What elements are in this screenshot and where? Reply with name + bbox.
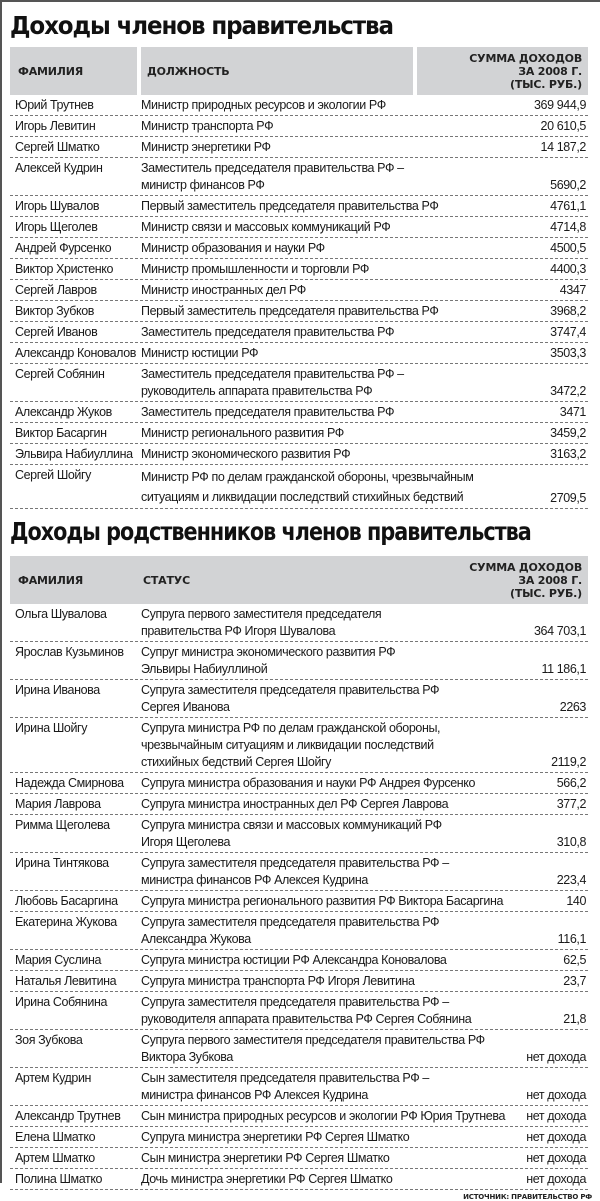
- table-row: [10, 815, 588, 853]
- row-status: [141, 817, 512, 851]
- row-text-line: министра финансов РФ Алексея Кудрина: [141, 873, 368, 887]
- row-text-line: Министр промышленности и торговли РФ: [141, 262, 369, 276]
- row-income: 4400,3: [550, 262, 586, 276]
- table-row: [10, 1127, 588, 1148]
- row-text-line: стихийных бедствий Сергея Шойгу: [141, 755, 332, 769]
- row-name: Сергей Иванов: [15, 325, 98, 339]
- row-income: 4500,5: [550, 241, 586, 255]
- row-income: нет дохода: [526, 1088, 586, 1102]
- row-name: Ирина Тинтякова: [15, 856, 109, 870]
- row-text-line: руководитель аппарата правительства РФ: [141, 384, 373, 398]
- table-row: [10, 794, 588, 815]
- row-name: Виктор Басаргин: [15, 426, 107, 440]
- row-income: 5690,2: [550, 178, 586, 192]
- table-row: [10, 402, 588, 423]
- table-row: [10, 992, 588, 1030]
- row-name: Мария Суслина: [15, 953, 101, 967]
- table-row: [10, 196, 588, 217]
- row-name: Андрей Фурсенко: [15, 241, 112, 255]
- row-income: 21,8: [563, 1012, 586, 1026]
- row-status: [141, 1108, 512, 1125]
- table-row: [10, 1068, 588, 1106]
- row-text-line: Супруга заместителя председателя правительства РФ: [141, 683, 440, 697]
- row-status: [141, 644, 512, 678]
- row-income: 14 187,2: [540, 140, 586, 154]
- table-row: [10, 444, 588, 465]
- table-row: [10, 604, 588, 642]
- table-row: [10, 238, 588, 259]
- column-header-income: [417, 47, 588, 95]
- row-status: [141, 1171, 512, 1188]
- row-text-line: Супруга министра энергетики РФ Сергея Шматко: [141, 1130, 410, 1144]
- row-text-line: Супруг министра экономического развития РФ: [141, 645, 396, 659]
- row-income: 4714,8: [550, 220, 586, 234]
- row-text-line: Министр энергетики РФ: [141, 140, 271, 154]
- row-status: [141, 1129, 512, 1146]
- row-text-line: ситуациям и ликвидации последствий стихийных бедствий: [141, 490, 464, 504]
- row-position: [141, 345, 512, 362]
- row-name: Сергей Собянин: [15, 367, 105, 381]
- income-header-line: ЗА 2008 Г.: [518, 64, 582, 78]
- section2-table-body: [10, 604, 588, 1190]
- row-text-line: Министр связи и массовых коммуникаций РФ: [141, 220, 391, 234]
- row-income: нет дохода: [526, 1109, 586, 1123]
- income-header-line: СУММА ДОХОДОВ: [469, 560, 582, 574]
- row-position: [141, 160, 512, 194]
- table-row: [10, 259, 588, 280]
- row-name: Надежда Смирнова: [15, 776, 124, 790]
- row-status: [141, 952, 512, 969]
- row-name: Сергей Шойгу: [15, 468, 92, 482]
- row-name: Алексей Кудрин: [15, 161, 103, 175]
- row-name: Александр Коновалов: [15, 346, 136, 360]
- table-row: [10, 465, 588, 509]
- row-income: 2709,5: [550, 491, 586, 505]
- table-row: [10, 280, 588, 301]
- row-income: 369 944,9: [533, 98, 586, 112]
- section2-title: Доходы родственников членов правительства: [10, 517, 531, 546]
- row-text-line: Министр экономического развития РФ: [141, 447, 351, 461]
- row-name: Наталья Левитина: [15, 974, 117, 988]
- section1-title: Доходы членов правительства: [10, 11, 393, 40]
- row-text-line: Министр природных ресурсов и экологии РФ: [141, 98, 386, 112]
- table-row: [10, 217, 588, 238]
- row-income: 3503,3: [550, 346, 586, 360]
- row-position: [141, 198, 512, 215]
- row-text-line: Заместитель председателя правительства РФ –: [141, 367, 404, 381]
- row-text-line: Заместитель председателя правительства РФ: [141, 405, 395, 419]
- row-text-line: Супруга заместителя председателя правительства РФ –: [141, 856, 449, 870]
- row-income: 3471: [559, 405, 586, 419]
- row-name: Виктор Зубков: [15, 304, 94, 318]
- row-text-line: Первый заместитель председателя правительства РФ: [141, 304, 439, 318]
- row-text-line: Заместитель председателя правительства РФ –: [141, 161, 404, 175]
- row-text-line: Министр РФ по делам гражданской обороны, чрезвычайным: [141, 470, 474, 484]
- section2-table-header: [10, 556, 588, 604]
- row-status: [141, 973, 512, 990]
- row-text-line: Заместитель председателя правительства РФ: [141, 325, 395, 339]
- row-income: 566,2: [556, 776, 586, 790]
- row-text-line: Дочь министра энергетики РФ Сергея Шматко: [141, 1172, 393, 1186]
- row-name: Ирина Собянина: [15, 995, 108, 1009]
- income-header-line: (ТЫС. РУБ.): [510, 586, 582, 600]
- row-text-line: Сын министра энергетики РФ Сергея Шматко: [141, 1151, 390, 1165]
- row-income: 3472,2: [550, 384, 586, 398]
- row-text-line: Игоря Щеголева: [141, 835, 231, 849]
- row-position: [141, 97, 512, 114]
- table-row: [10, 773, 588, 794]
- row-position: [141, 282, 512, 299]
- table-row: [10, 1148, 588, 1169]
- infographic: [10, 0, 592, 1201]
- row-name: Ольга Шувалова: [15, 607, 107, 621]
- table-row: [10, 423, 588, 444]
- row-income: 116,1: [557, 932, 586, 946]
- row-position: [141, 219, 512, 236]
- row-position: [141, 303, 512, 320]
- row-text-line: правительства РФ Игоря Шувалова: [141, 624, 336, 638]
- table-row: [10, 95, 588, 116]
- row-position: [141, 425, 512, 442]
- row-name: Юрий Трутнев: [15, 98, 94, 112]
- row-income: 2119,2: [551, 755, 586, 769]
- row-income: 3163,2: [550, 447, 586, 461]
- row-text-line: Супруга министра регионального развития РФ Виктора Басаргина: [141, 894, 504, 908]
- row-income: 3968,2: [550, 304, 586, 318]
- section1-table-header: [10, 47, 588, 95]
- row-text-line: Супруга министра транспорта РФ Игоря Левитина: [141, 974, 415, 988]
- row-status: [141, 606, 512, 640]
- row-income: 3459,2: [550, 426, 586, 440]
- row-text-line: Александра Жукова: [141, 932, 251, 946]
- table-row: [10, 718, 588, 773]
- row-status: [141, 855, 512, 889]
- row-text-line: Сын министра природных ресурсов и экологии РФ Юрия Трутнева: [141, 1109, 506, 1123]
- row-income: 364 703,1: [533, 624, 586, 638]
- row-income: 23,7: [563, 974, 586, 988]
- table-row: [10, 853, 588, 891]
- row-position: [141, 446, 512, 463]
- row-income: нет дохода: [526, 1151, 586, 1165]
- table-row: [10, 343, 588, 364]
- table-row: [10, 912, 588, 950]
- table-row: [10, 891, 588, 912]
- row-name: Римма Щеголева: [15, 818, 110, 832]
- row-income: нет дохода: [526, 1050, 586, 1064]
- row-name: Артем Шматко: [15, 1151, 95, 1165]
- row-status: [141, 1032, 512, 1066]
- row-text-line: Первый заместитель председателя правительства РФ: [141, 199, 439, 213]
- column-header-position: ДОЛЖНОСТЬ: [141, 47, 413, 95]
- row-text-line: Сергея Иванова: [141, 700, 230, 714]
- row-income: 4761,1: [550, 199, 586, 213]
- table-row: [10, 158, 588, 196]
- row-status: [141, 682, 512, 716]
- row-income: 3747,4: [550, 325, 586, 339]
- income-header-line: ЗА 2008 Г.: [518, 573, 582, 587]
- table-row: [10, 137, 588, 158]
- row-text-line: Министр образования и науки РФ: [141, 241, 325, 255]
- row-status: [141, 1150, 512, 1167]
- column-header-status: СТАТУС: [141, 556, 417, 604]
- column-header-income: [417, 556, 588, 604]
- row-text-line: руководителя аппарата правительства РФ Сергея Собянина: [141, 1012, 472, 1026]
- row-income: нет дохода: [526, 1172, 586, 1186]
- row-income: нет дохода: [526, 1130, 586, 1144]
- row-name: Виктор Христенко: [15, 262, 114, 276]
- row-text-line: Супруга министра образования и науки РФ Андрея Фурсенко: [141, 776, 476, 790]
- row-text-line: Супруга первого заместителя председателя: [141, 607, 382, 621]
- row-income: 20 610,5: [540, 119, 586, 133]
- source-note: ИСТОЧНИК: ПРАВИТЕЛЬСТВО РФ: [463, 1193, 592, 1201]
- row-status: [141, 994, 512, 1028]
- table-row: [10, 971, 588, 992]
- row-income: 140: [566, 894, 586, 908]
- row-text-line: Супруга министра связи и массовых коммуникаций РФ: [141, 818, 442, 832]
- row-text-line: Сын заместителя председателя правительства РФ –: [141, 1071, 429, 1085]
- row-position: [141, 404, 512, 421]
- row-position: [141, 467, 512, 507]
- row-status: [141, 796, 512, 813]
- row-income: 223,4: [556, 873, 586, 887]
- section1-table-body: [10, 95, 588, 509]
- row-name: Эльвира Набиуллина: [15, 447, 133, 461]
- table-row: [10, 1030, 588, 1068]
- row-name: Любовь Басаргина: [15, 894, 118, 908]
- table-row: [10, 364, 588, 402]
- row-text-line: Министр иностранных дел РФ: [141, 283, 306, 297]
- income-header-line: СУММА ДОХОДОВ: [469, 51, 582, 65]
- row-text-line: Министр транспорта РФ: [141, 119, 274, 133]
- row-text-line: Виктора Зубкова: [141, 1050, 233, 1064]
- row-text-line: чрезвычайным ситуациям и ликвидации последствий: [141, 738, 434, 752]
- column-header-name: ФАМИЛИЯ: [10, 556, 141, 604]
- row-name: Александр Жуков: [15, 405, 112, 419]
- column-header-name: ФАМИЛИЯ: [10, 47, 137, 95]
- row-income: 11 186,1: [541, 662, 586, 676]
- row-name: Ирина Иванова: [15, 683, 100, 697]
- table-row: [10, 301, 588, 322]
- row-text-line: Супруга министра РФ по делам гражданской обороны,: [141, 721, 441, 735]
- row-status: [141, 720, 512, 771]
- row-income: 310,8: [556, 835, 586, 849]
- row-text-line: министр финансов РФ: [141, 178, 265, 192]
- row-name: Игорь Шувалов: [15, 199, 100, 213]
- row-name: Артем Кудрин: [15, 1071, 92, 1085]
- row-position: [141, 366, 512, 400]
- row-position: [141, 118, 512, 135]
- row-name: Елена Шматко: [15, 1130, 96, 1144]
- row-name: Игорь Левитин: [15, 119, 96, 133]
- row-text-line: министра финансов РФ Алексея Кудрина: [141, 1088, 368, 1102]
- row-position: [141, 139, 512, 156]
- table-row: [10, 322, 588, 343]
- table-row: [10, 950, 588, 971]
- row-position: [141, 240, 512, 257]
- row-income: 4347: [559, 283, 586, 297]
- row-income: 2263: [559, 700, 586, 714]
- row-name: Александр Трутнев: [15, 1109, 121, 1123]
- row-name: Ирина Шойгу: [15, 721, 88, 735]
- row-text-line: Супруга министра юстиции РФ Александра Коновалова: [141, 953, 447, 967]
- row-position: [141, 324, 512, 341]
- row-status: [141, 893, 512, 910]
- row-status: [141, 914, 512, 948]
- income-header-line: (ТЫС. РУБ.): [510, 77, 582, 91]
- row-text-line: Министр юстиции РФ: [141, 346, 259, 360]
- row-name: Игорь Щеголев: [15, 220, 98, 234]
- row-name: Ярослав Кузьминов: [15, 645, 124, 659]
- row-text-line: Супруга заместителя председателя правительства РФ –: [141, 995, 449, 1009]
- row-text-line: Супруга первого заместителя председателя правительства РФ: [141, 1033, 485, 1047]
- row-text-line: Супруга министра иностранных дел РФ Сергея Лаврова: [141, 797, 449, 811]
- table-row: [10, 116, 588, 137]
- row-position: [141, 261, 512, 278]
- table-row: [10, 680, 588, 718]
- row-income: 377,2: [556, 797, 586, 811]
- table-row: [10, 1169, 588, 1190]
- table-row: [10, 1106, 588, 1127]
- row-income: 62,5: [563, 953, 586, 967]
- row-name: Сергей Шматко: [15, 140, 100, 154]
- row-status: [141, 1070, 512, 1104]
- table-row: [10, 642, 588, 680]
- row-text-line: Эльвиры Набиуллиной: [141, 662, 268, 676]
- row-name: Полина Шматко: [15, 1172, 103, 1186]
- row-name: Екатерина Жукова: [15, 915, 117, 929]
- row-text-line: Супруга заместителя председателя правительства РФ: [141, 915, 440, 929]
- row-text-line: Министр регионального развития РФ: [141, 426, 344, 440]
- row-name: Зоя Зубкова: [15, 1033, 83, 1047]
- row-name: Мария Лаврова: [15, 797, 101, 811]
- row-name: Сергей Лавров: [15, 283, 97, 297]
- row-status: [141, 775, 512, 792]
